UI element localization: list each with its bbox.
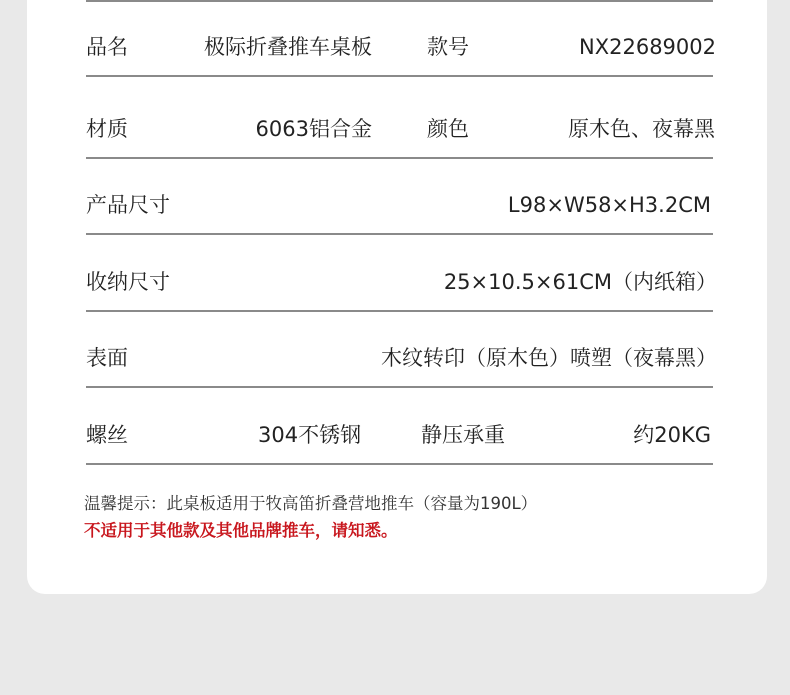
table-divider <box>86 0 713 2</box>
spec-value-name: 极际折叠推车桌板 <box>204 35 372 59</box>
spec-label-color: 颜色 <box>427 117 469 141</box>
spec-value-size: L98×W58×H3.2CM <box>507 193 711 217</box>
spec-label-load: 静压承重 <box>421 423 505 447</box>
spec-value-model: NX22689002 <box>579 35 716 59</box>
table-divider <box>86 463 713 465</box>
spec-value-material: 6063铝合金 <box>255 117 372 141</box>
spec-value-load: 约20KG <box>633 423 711 447</box>
spec-label-size: 产品尺寸 <box>86 193 170 217</box>
spec-value-screw: 304不锈钢 <box>258 423 362 447</box>
spec-label-material: 材质 <box>86 117 128 141</box>
spec-label-name: 品名 <box>86 35 128 59</box>
spec-label-screw: 螺丝 <box>86 423 128 447</box>
table-divider <box>86 75 713 77</box>
table-divider <box>86 310 713 312</box>
spec-label-model: 款号 <box>427 35 469 59</box>
compatibility-tip: 温馨提示：此桌板适用于牧高笛折叠营地推车（容量为190L） <box>84 494 538 513</box>
spec-value-storage-size: 25×10.5×61CM（内纸箱） <box>443 270 717 294</box>
table-divider <box>86 157 713 159</box>
spec-value-color: 原木色、夜幕黑 <box>568 117 715 141</box>
compatibility-warning: 不适用于其他款及其他品牌推车，请知悉。 <box>84 521 398 540</box>
table-divider <box>86 233 713 235</box>
spec-label-surface: 表面 <box>86 346 128 370</box>
table-divider <box>86 386 713 388</box>
spec-value-surface: 木纹转印（原木色）喷塑（夜幕黑） <box>381 346 717 370</box>
spec-label-storage-size: 收纳尺寸 <box>86 270 170 294</box>
